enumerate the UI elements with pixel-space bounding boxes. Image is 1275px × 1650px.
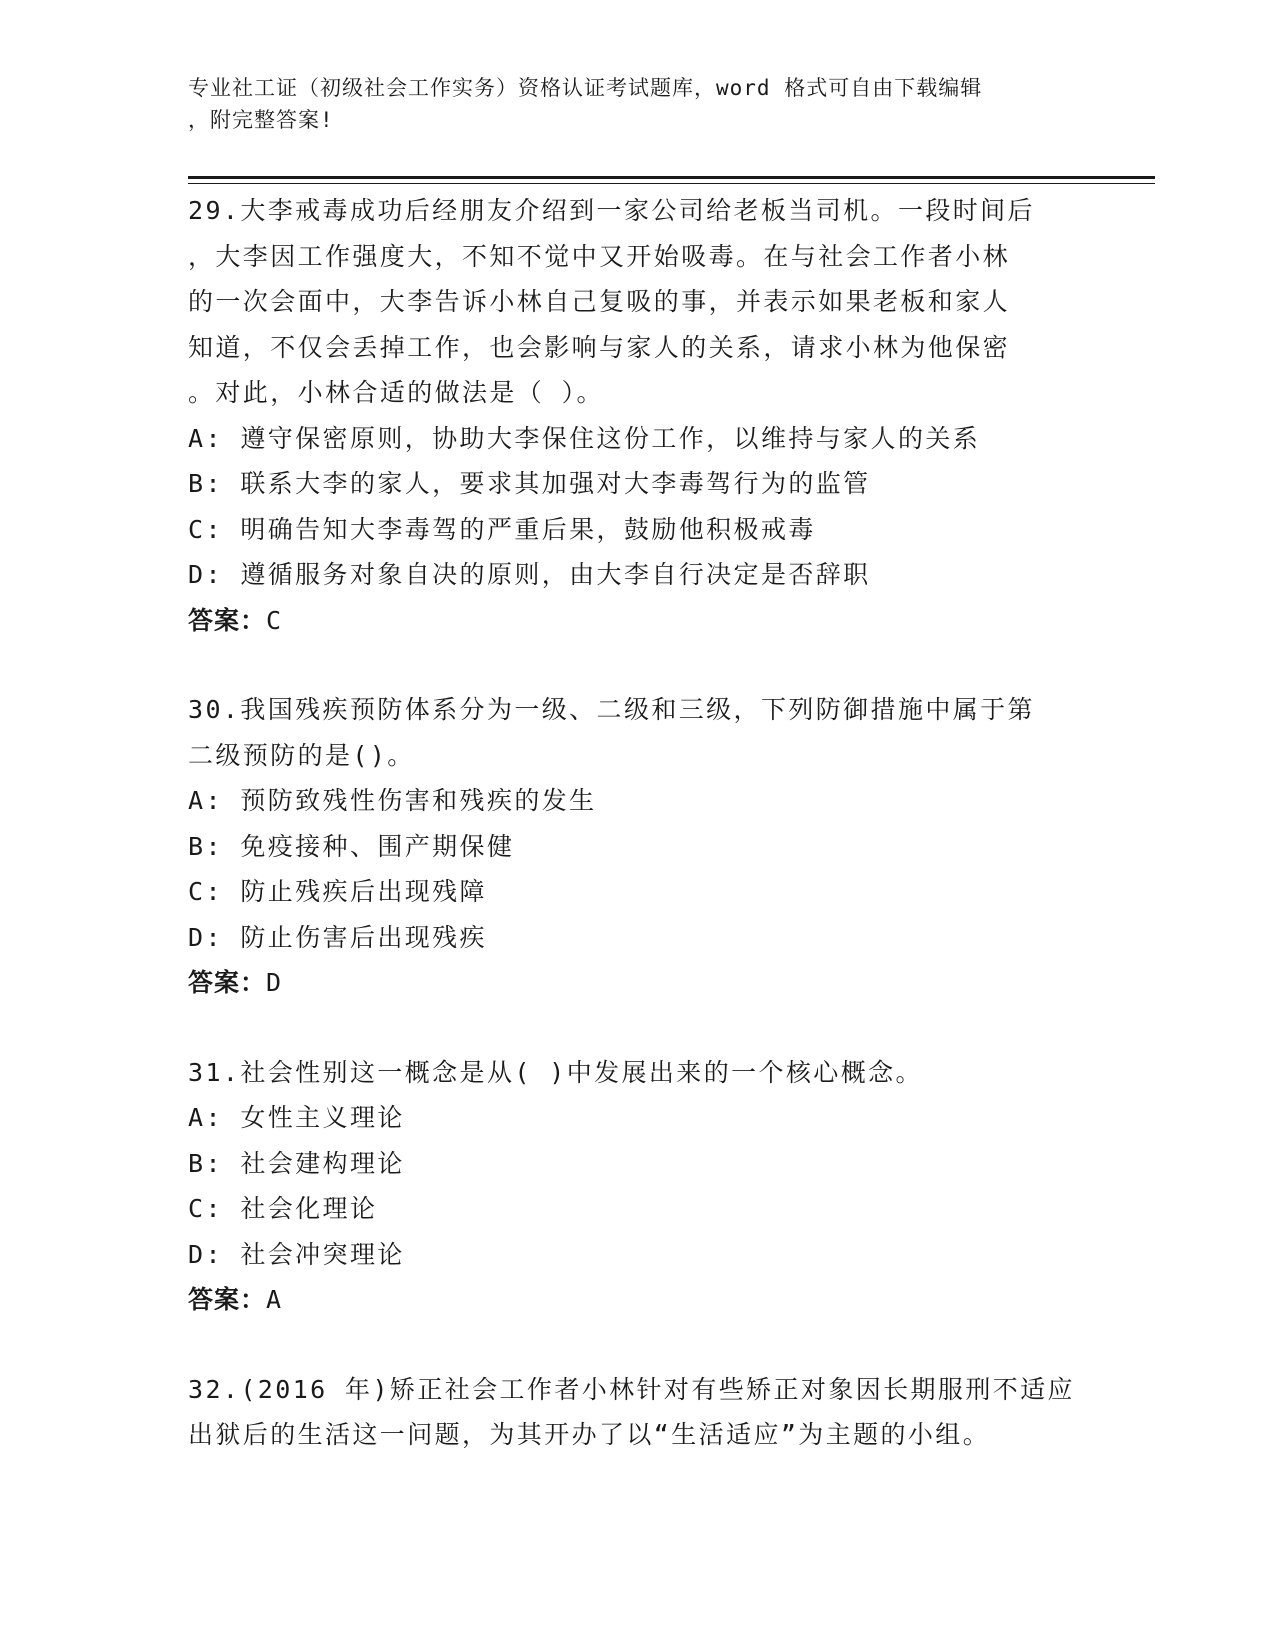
question-text-line: 31.社会性别这一概念是从( )中发展出来的一个核心概念。: [188, 1057, 923, 1087]
question-list: [188, 188, 1088, 1458]
header-line-2: ，附完整答案!: [188, 108, 334, 132]
question-text-line: 出狱后的生活这一问题，为其开办了以“生活适应”为主题的小组。: [188, 1420, 991, 1449]
option-c: C: 防止残疾后出现残障: [188, 877, 487, 906]
option-b: B: 免疫接种、围产期保健: [188, 831, 515, 861]
option-b: B: 联系大李的家人，要求其加强对大李毒驾行为的监管: [188, 469, 871, 498]
question-text-line: 二级预防的是()。: [188, 740, 415, 770]
question-30: [188, 687, 1088, 1006]
question-text-line: 知道，不仅会丢掉工作，也会影响与家人的关系，请求小林为他保密: [188, 332, 1011, 362]
question-gap: [188, 1006, 1088, 1050]
header-rule-thick: [188, 176, 1155, 179]
option-b: B: 社会建构理论: [188, 1148, 405, 1178]
question-gap: [188, 1323, 1088, 1367]
question-32: [188, 1367, 1088, 1458]
question-31: [188, 1050, 1088, 1323]
question-text-line: 。对此，小林合适的做法是（ ）。: [188, 378, 604, 407]
answer-line: [188, 960, 1088, 1006]
question-text-line: 30.我国残疾预防体系分为一级、二级和三级，下列防御措施中属于第: [188, 695, 1035, 724]
header-rule-thin: [188, 183, 1155, 184]
question-gap: [188, 643, 1088, 687]
option-a: A: 预防致残性伤害和残疾的发生: [188, 786, 597, 815]
option-a: A: 女性主义理论: [188, 1103, 405, 1132]
answer-value: D: [266, 968, 283, 997]
answer-label: 答案：: [188, 1285, 267, 1314]
option-d: D: 遵循服务对象自决的原则，由大李自行决定是否辞职: [188, 560, 871, 589]
answer-label: 答案：: [188, 968, 267, 997]
document-header: [188, 72, 1088, 136]
answer-value: A: [266, 1285, 283, 1314]
option-c: C: 社会化理论: [188, 1194, 378, 1223]
header-line-1: 专业社工证（初级社会工作实务）资格认证考试题库，word 格式可自由下载编辑: [188, 76, 983, 100]
answer-line: [188, 598, 1088, 644]
option-c: C: 明确告知大李毒驾的严重后果，鼓励他积极戒毒: [188, 514, 816, 544]
question-text-line: 的一次会面中，大李告诉小林自己复吸的事，并表示如果老板和家人: [188, 287, 1011, 316]
option-d: D: 防止伤害后出现残疾: [188, 922, 487, 952]
option-a: A: 遵守保密原则，协助大李保住这份工作，以维持与家人的关系: [188, 423, 981, 453]
answer-label: 答案：: [188, 605, 267, 635]
question-text-line: 32.(2016 年)矫正社会工作者小林针对有些矫正对象因长期服刑不适应: [188, 1374, 1075, 1404]
question-text-line: ，大李因工作强度大，不知不觉中又开始吸毒。在与社会工作者小林: [188, 241, 1011, 271]
answer-value: C: [266, 605, 283, 635]
question-29: [188, 188, 1088, 643]
answer-line: [188, 1277, 1088, 1323]
question-text-line: 29.大李戒毒成功后经朋友介绍到一家公司给老板当司机。一段时间后: [188, 196, 1035, 225]
option-d: D: 社会冲突理论: [188, 1239, 405, 1269]
